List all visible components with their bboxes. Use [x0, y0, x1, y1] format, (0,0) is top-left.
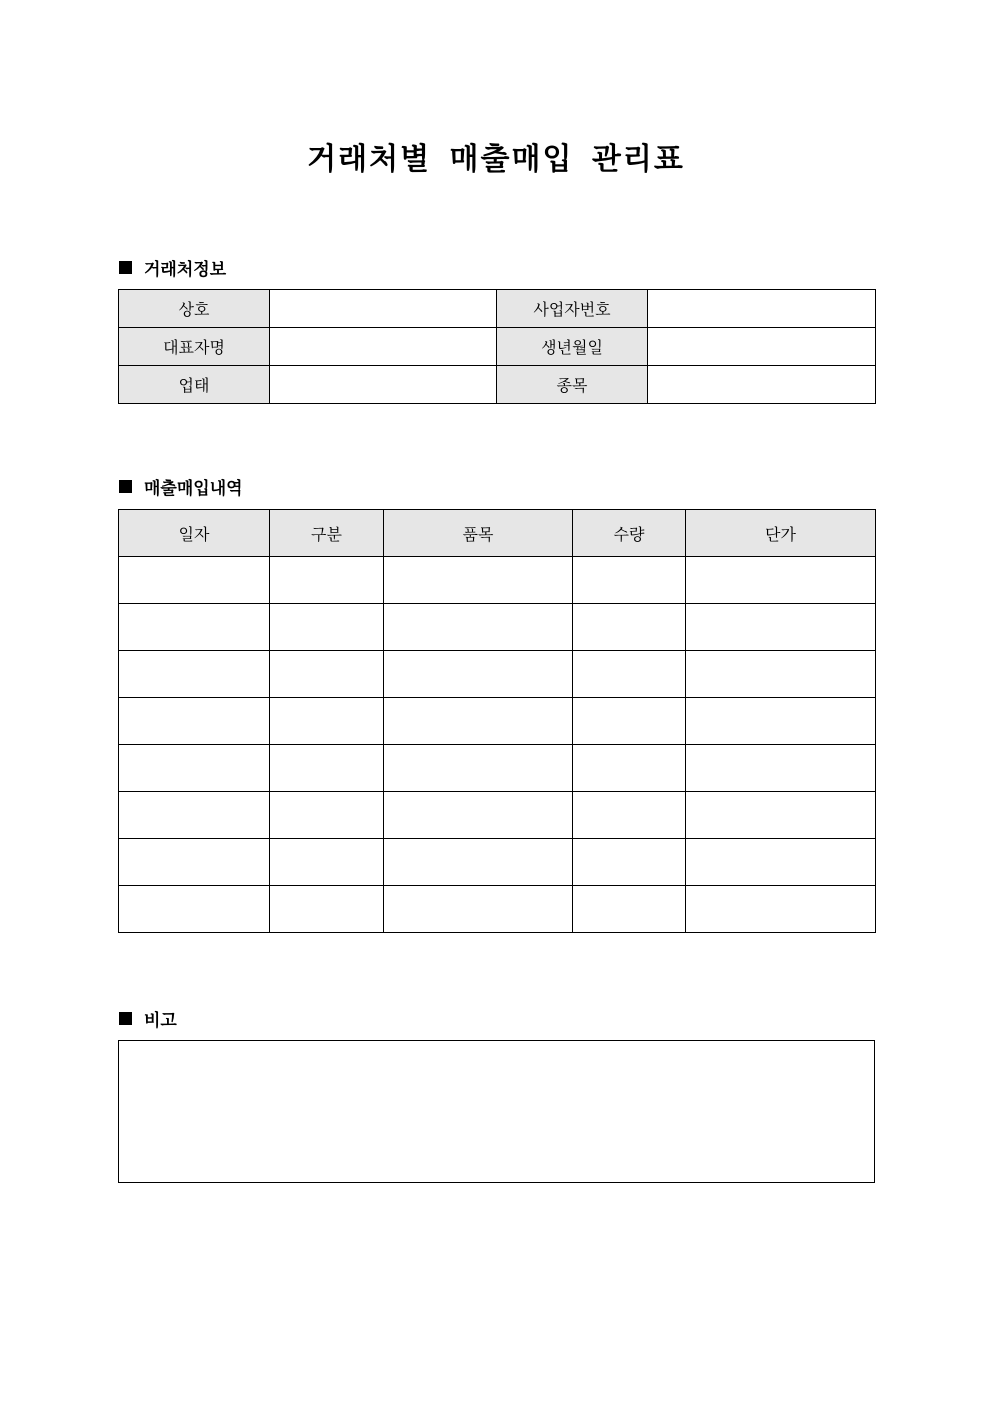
section-heading-transactions: [119, 474, 243, 499]
square-bullet-icon: [119, 480, 132, 493]
date-cell[interactable]: [119, 557, 270, 604]
type-cell[interactable]: [270, 557, 384, 604]
label-business-item: 종목: [497, 366, 648, 404]
quantity-cell[interactable]: [573, 886, 686, 933]
type-cell[interactable]: [270, 745, 384, 792]
table-row: [119, 745, 876, 792]
section-heading-label: 비고: [144, 1011, 177, 1031]
type-cell[interactable]: [270, 886, 384, 933]
quantity-cell[interactable]: [573, 604, 686, 651]
business-item-field[interactable]: [648, 366, 876, 404]
birth-date-field[interactable]: [648, 328, 876, 366]
quantity-cell[interactable]: [573, 792, 686, 839]
transactions-table: [118, 509, 876, 933]
business-number-field[interactable]: [648, 290, 876, 328]
square-bullet-icon: [119, 261, 132, 274]
quantity-cell[interactable]: [573, 651, 686, 698]
label-company: 상호: [119, 290, 270, 328]
column-header-date: 일자: [119, 510, 270, 557]
type-cell[interactable]: [270, 698, 384, 745]
label-business-type: 업태: [119, 366, 270, 404]
label-representative: 대표자명: [119, 328, 270, 366]
type-cell[interactable]: [270, 604, 384, 651]
table-row: [119, 698, 876, 745]
type-cell[interactable]: [270, 792, 384, 839]
unit-price-cell[interactable]: [686, 745, 876, 792]
label-business-number: 사업자번호: [497, 290, 648, 328]
unit-price-cell[interactable]: [686, 886, 876, 933]
label-birth-date: 생년월일: [497, 328, 648, 366]
table-row: [119, 328, 876, 366]
company-field[interactable]: [270, 290, 497, 328]
section-heading-remarks: [119, 1006, 177, 1031]
date-cell[interactable]: [119, 604, 270, 651]
unit-price-cell[interactable]: [686, 792, 876, 839]
item-cell[interactable]: [384, 745, 573, 792]
quantity-cell[interactable]: [573, 698, 686, 745]
unit-price-cell[interactable]: [686, 698, 876, 745]
column-header-type: 구분: [270, 510, 384, 557]
item-cell[interactable]: [384, 792, 573, 839]
table-row: [119, 366, 876, 404]
square-bullet-icon: [119, 1012, 132, 1025]
remarks-field[interactable]: [118, 1040, 875, 1183]
type-cell[interactable]: [270, 651, 384, 698]
unit-price-cell[interactable]: [686, 604, 876, 651]
table-row: [119, 290, 876, 328]
quantity-cell[interactable]: [573, 745, 686, 792]
date-cell[interactable]: [119, 698, 270, 745]
type-cell[interactable]: [270, 839, 384, 886]
table-row: [119, 604, 876, 651]
column-header-item: 품목: [384, 510, 573, 557]
quantity-cell[interactable]: [573, 557, 686, 604]
page-title: 거래처별 매출매입 관리표: [307, 142, 685, 177]
table-row: [119, 651, 876, 698]
date-cell[interactable]: [119, 651, 270, 698]
section-heading-label: 거래처정보: [144, 260, 227, 280]
business-type-field[interactable]: [270, 366, 497, 404]
item-cell[interactable]: [384, 604, 573, 651]
date-cell[interactable]: [119, 745, 270, 792]
table-row: [119, 839, 876, 886]
table-row: [119, 557, 876, 604]
table-row: [119, 792, 876, 839]
client-info-table: [118, 289, 876, 404]
item-cell[interactable]: [384, 886, 573, 933]
representative-field[interactable]: [270, 328, 497, 366]
table-row: [119, 886, 876, 933]
unit-price-cell[interactable]: [686, 557, 876, 604]
date-cell[interactable]: [119, 839, 270, 886]
unit-price-cell[interactable]: [686, 651, 876, 698]
column-header-quantity: 수량: [573, 510, 686, 557]
item-cell[interactable]: [384, 557, 573, 604]
column-header-unit-price: 단가: [686, 510, 876, 557]
date-cell[interactable]: [119, 792, 270, 839]
quantity-cell[interactable]: [573, 839, 686, 886]
section-heading-client-info: [119, 255, 226, 280]
item-cell[interactable]: [384, 698, 573, 745]
date-cell[interactable]: [119, 886, 270, 933]
item-cell[interactable]: [384, 839, 573, 886]
item-cell[interactable]: [384, 651, 573, 698]
section-heading-label: 매출매입내역: [144, 479, 243, 499]
unit-price-cell[interactable]: [686, 839, 876, 886]
table-header-row: [119, 510, 876, 557]
